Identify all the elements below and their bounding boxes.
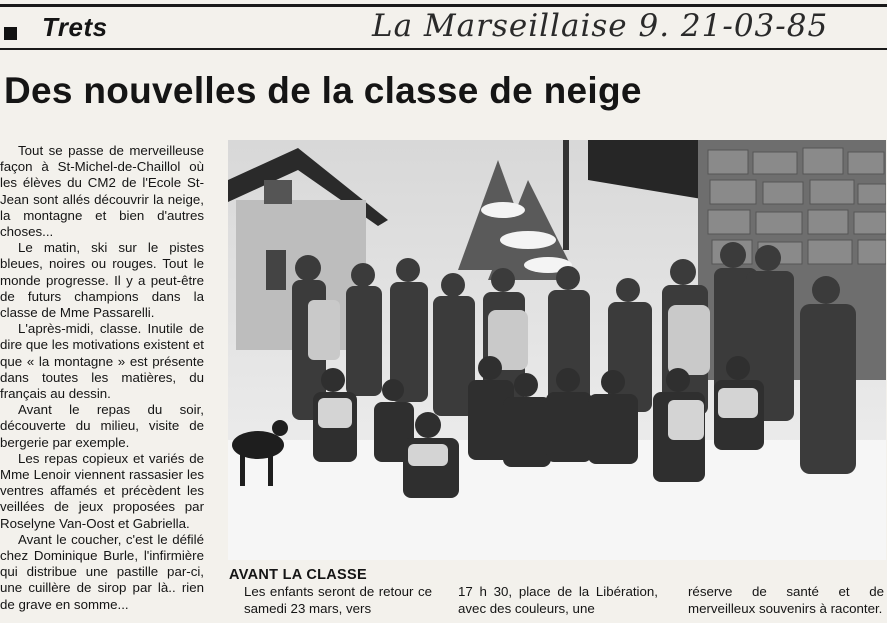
top-rule <box>0 4 887 7</box>
photo-illustration <box>228 140 886 560</box>
paragraph: réserve de santé et de merveilleux souvenirs à raconter. <box>688 584 884 616</box>
section-marker-icon <box>4 27 17 40</box>
paragraph: Les repas copieux et variés de Mme Lenoir viennent rassasier les ventres affamés et précèdent les veillées de jeux proposées par Roselyne Van-Oost et Gabriella. <box>0 450 204 531</box>
paragraph: 17 h 30, place de la Libération, avec des couleurs, une <box>458 584 658 616</box>
header-rule <box>0 48 887 50</box>
section-name: Trets <box>42 12 108 42</box>
paragraph: Avant le coucher, c'est le défilé chez Dominique Burle, l'infirmière qui distribue une pastille par-ci, une cuillère de sirop par là.. rien de grave en somme... <box>0 531 204 612</box>
bottom-column-2 <box>458 584 658 617</box>
bottom-column-1 <box>244 584 432 617</box>
group-photo <box>228 140 886 560</box>
paragraph: Avant le repas du soir, découverte du milieu, visite de bergerie par exemple. <box>0 402 204 450</box>
paragraph: Le matin, ski sur le pistes bleues, noires ou rouges. Tout le monde progresse. Il y a peut-être de futurs champions dans la classe de Mme Passarelli. <box>0 240 204 321</box>
paragraph: L'après-midi, classe. Inutile de dire que les motivations existent et que « la montagne » est présente dans toutes les matières, du français au dessin. <box>0 321 204 402</box>
headline: Des nouvelles de la classe de neige <box>4 70 642 111</box>
paragraph: Tout se passe de merveilleuse façon à St-Michel-de-Chaillol où les élèves du CM2 de l'Ecole St-Jean sont allés découvrir la neige, la montagne et bien d'autres choses... <box>0 143 204 240</box>
handwritten-note: La Marseillaise 9. 21-03-85 <box>372 8 829 44</box>
left-column <box>0 143 204 613</box>
paragraph: Les enfants seront de retour ce samedi 23 mars, vers <box>244 584 432 616</box>
bottom-column-3 <box>688 584 884 617</box>
photo-caption: AVANT LA CLASSE <box>229 567 367 583</box>
